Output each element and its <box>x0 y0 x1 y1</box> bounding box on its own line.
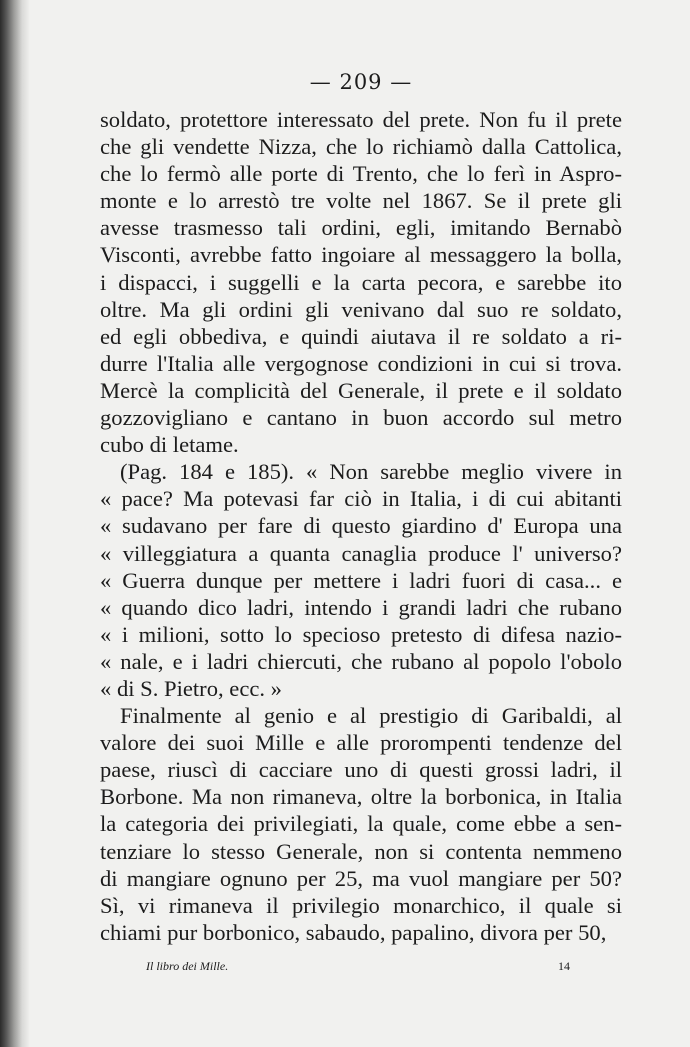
text-line: chiami pur borbonico, sabaudo, papalino, divora per 50, <box>100 919 607 945</box>
body-text <box>100 106 622 946</box>
text-line: « pace? Ma potevasi far ciò in Italia, i di cui abitanti <box>100 486 622 512</box>
text-line: « sudavano per fare di questo giardino d' Europa una <box>100 513 622 539</box>
paragraph <box>100 106 622 458</box>
text-line: ed egli obbediva, e quindi aiutava il re soldato a ri- <box>100 323 622 349</box>
text-line: soldato, protettore interessato del prete. Non fu il prete <box>100 107 622 132</box>
paragraph <box>100 458 622 702</box>
footer-signature-mark: 14 <box>558 959 570 973</box>
text-line: tenziare lo stesso Generale, non si contenta nemmeno <box>100 838 622 864</box>
book-page <box>100 70 622 946</box>
text-line: di mangiare ognuno per 25, ma vuol mangiare per 50? <box>100 865 622 891</box>
text-line: Borbone. Ma non rimaneva, oltre la borbonica, in Italia <box>100 784 622 810</box>
text-line: « di S. Pietro, ecc. » <box>100 675 282 701</box>
text-line: durre l'Italia alle vergognose condizioni in cui si trova. <box>100 350 622 376</box>
text-line: cubo di letame. <box>100 432 239 458</box>
text-line: gozzovigliano e cantano in buon accordo sul metro <box>100 405 622 431</box>
text-line: la categoria dei privilegiati, la quale, come ebbe a sen- <box>100 811 622 837</box>
text-line: monte e lo arrestò tre volte nel 1867. Se il prete gli <box>100 188 622 214</box>
page-footer <box>146 959 570 974</box>
text-line: Finalmente al genio e al prestigio di Garibaldi, al <box>120 703 622 729</box>
text-line: Sì, vi rimaneva il privilegio monarchico, il quale si <box>100 892 622 918</box>
text-line: « i milioni, sotto lo specioso pretesto di difesa nazio- <box>100 621 622 647</box>
text-line: oltre. Ma gli ordini gli venivano dal suo re soldato, <box>100 296 622 322</box>
text-line: (Pag. 184 e 185). « Non sarebbe meglio vivere in <box>120 459 622 485</box>
text-line: che lo fermò alle porte di Trento, che lo ferì in Aspro- <box>100 161 622 187</box>
text-line: Visconti, avrebbe fatto ingoiare al messaggero la bolla, <box>100 242 622 268</box>
text-line: valore dei suoi Mille e alle prorompenti tendenze del <box>100 730 622 756</box>
text-line: « quando dico ladri, intendo i grandi ladri che rubano <box>100 594 622 620</box>
page-number: — 209 — <box>309 70 413 94</box>
text-line: « villeggiatura a quanta canaglia produce l' universo? <box>100 540 622 566</box>
footer-book-title: Il libro dei Mille. <box>146 959 229 973</box>
text-line: i dispacci, i suggelli e la carta pecora, e sarebbe ito <box>100 269 622 295</box>
text-line: « nale, e i ladri chiercuti, che rubano al popolo l'obolo <box>100 648 622 674</box>
text-line: « Guerra dunque per mettere i ladri fuori di casa... e <box>100 567 622 593</box>
text-line: Mercè la complicità del Generale, il prete e il soldato <box>100 377 622 403</box>
paragraph <box>100 702 622 946</box>
text-line: avesse trasmesso tali ordini, egli, imitando Bernabò <box>100 215 622 241</box>
book-gutter-shadow <box>0 0 30 1047</box>
text-line: che gli vendette Nizza, che lo richiamò dalla Cattolica, <box>100 134 622 160</box>
text-line: paese, riuscì di cacciare uno di questi grossi ladri, il <box>100 757 622 783</box>
